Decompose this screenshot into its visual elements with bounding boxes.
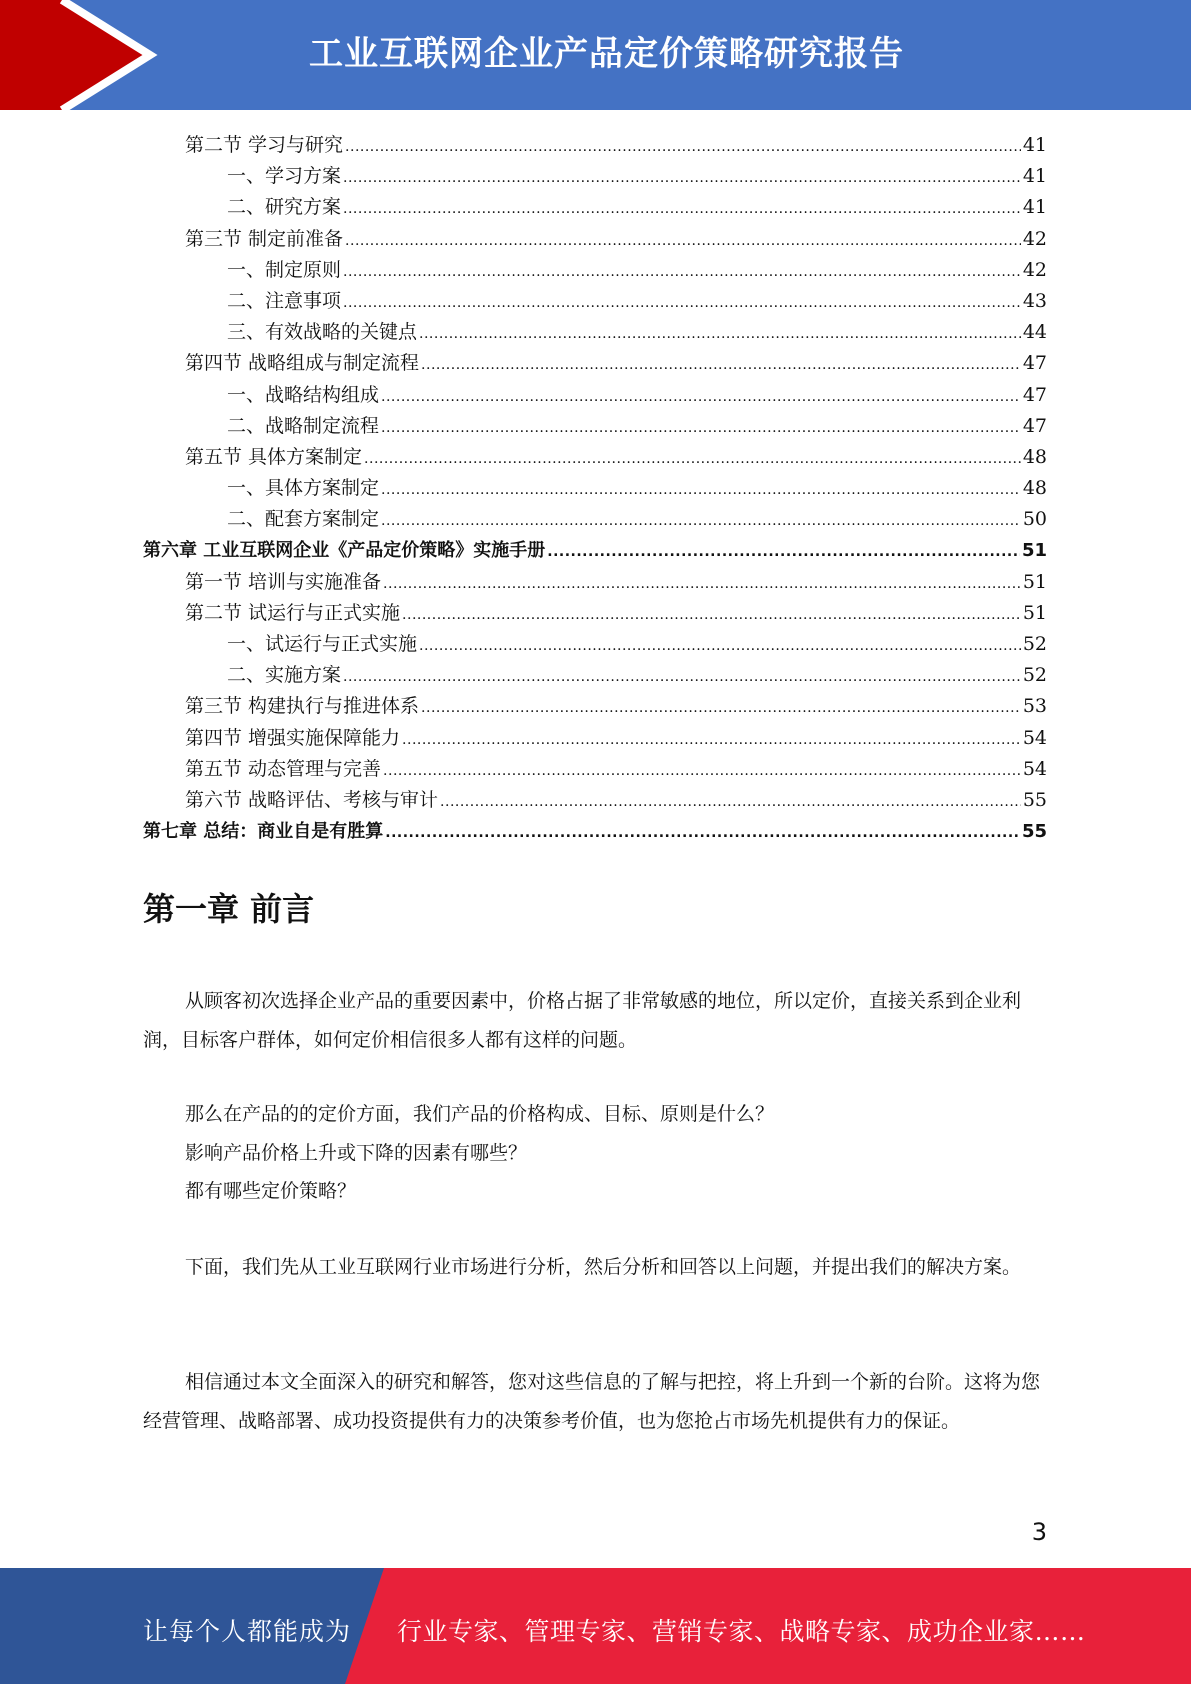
toc-leader-dots [343, 257, 1021, 288]
toc-chapter-entry[interactable] [143, 535, 1047, 566]
toc-entry-page: 47 [1022, 414, 1047, 437]
toc-entry-title: 三、有效战略的关键点 [227, 321, 418, 344]
footer-slogan-left: 让每个人都能成为 [143, 1617, 352, 1646]
toc-entry-title: 一、战略结构组成 [227, 383, 380, 406]
question-3: 都有哪些定价策略？ [185, 1180, 357, 1202]
toc-entry-page: 50 [1022, 508, 1047, 531]
toc-leader-dots [343, 163, 1021, 194]
toc-entry[interactable] [143, 130, 1047, 161]
toc-leader-dots [385, 818, 1020, 849]
toc-entry-title: 一、具体方案制定 [227, 477, 380, 500]
toc-entry[interactable] [143, 286, 1047, 317]
chapter-heading: 第一章 前言 [143, 890, 315, 928]
toc-entry-title: 二、注意事项 [227, 289, 342, 312]
toc-entry-page: 42 [1022, 227, 1047, 250]
table-of-contents [143, 130, 1047, 847]
toc-entry-title: 第六节 战略评估、考核与审计 [185, 788, 439, 811]
toc-leader-dots [383, 569, 1021, 600]
intro-paragraph-3: 相信通过本文全面深入的研究和解答，您对这些信息的了解与把控，将上升到一个新的台阶。这将为您经营管理、战略部署、成功投资提供有力的决策参考价值，也为您抢占市场先机提供有力的保证。 [143, 1371, 1041, 1432]
toc-chapter-entry[interactable] [143, 816, 1047, 847]
toc-entry-title: 第四节 战略组成与制定流程 [185, 352, 420, 375]
toc-entry[interactable] [143, 629, 1047, 660]
toc-leader-dots [345, 226, 1021, 257]
toc-entry[interactable] [143, 567, 1047, 598]
toc-entry[interactable] [143, 504, 1047, 535]
toc-leader-dots [419, 631, 1021, 662]
toc-entry-title: 第一节 培训与实施准备 [185, 570, 382, 593]
toc-leader-dots [381, 382, 1021, 413]
toc-entry-title: 第五节 具体方案制定 [185, 445, 363, 468]
toc-entry[interactable] [143, 411, 1047, 442]
toc-entry-page: 43 [1022, 289, 1047, 312]
toc-leader-dots [345, 132, 1021, 163]
toc-entry-page: 52 [1022, 664, 1047, 687]
intro-paragraph-2: 下面，我们先从工业互联网行业市场进行分析，然后分析和回答以上问题，并提出我们的解决方案。 [185, 1256, 1022, 1278]
toc-entry[interactable] [143, 598, 1047, 629]
toc-entry[interactable] [143, 473, 1047, 504]
question-1: 那么在产品的的定价方面，我们产品的价格构成、目标、原则是什么？ [185, 1103, 775, 1125]
toc-leader-dots [381, 413, 1021, 444]
toc-entry-title: 第七章 总结：商业自是有胜算 [143, 821, 384, 843]
toc-entry[interactable] [143, 723, 1047, 754]
toc-entry-title: 第三节 构建执行与推进体系 [185, 695, 420, 718]
toc-entry-title: 二、配套方案制定 [227, 508, 380, 531]
toc-entry-title: 第五节 动态管理与完善 [185, 757, 382, 780]
toc-entry-page: 41 [1022, 196, 1047, 219]
toc-entry-page: 52 [1022, 633, 1047, 655]
footer-slogan-right: 行业专家、管理专家、营销专家、战略专家、成功企业家…… [397, 1617, 1086, 1646]
toc-entry[interactable] [143, 255, 1047, 286]
toc-entry-page: 47 [1022, 352, 1047, 375]
toc-leader-dots [343, 662, 1021, 693]
toc-leader-dots [402, 600, 1021, 631]
toc-entry[interactable] [143, 317, 1047, 348]
toc-entry[interactable] [143, 442, 1047, 473]
intro-paragraph-1: 从顾客初次选择企业产品的重要因素中，价格占据了非常敏感的地位，所以定价，直接关系到企业利润，目标客户群体，如何定价相信很多人都有这样的问题。 [143, 990, 1022, 1051]
toc-entry-title: 二、实施方案 [227, 664, 342, 687]
toc-entry-page: 53 [1022, 695, 1047, 718]
toc-entry-title: 二、研究方案 [227, 196, 342, 219]
toc-entry-page: 55 [1022, 788, 1047, 811]
toc-entry-page: 48 [1022, 477, 1047, 500]
toc-entry-page: 42 [1022, 258, 1047, 281]
page-footer [0, 1568, 1191, 1684]
toc-leader-dots [419, 319, 1021, 350]
toc-entry[interactable] [143, 348, 1047, 379]
toc-entry-title: 第二节 学习与研究 [185, 134, 344, 156]
toc-leader-dots [343, 194, 1021, 225]
toc-entry[interactable] [143, 224, 1047, 255]
toc-leader-dots [343, 288, 1021, 319]
toc-entry-title: 第六章 工业互联网企业《产品定价策略》实施手册 [143, 540, 546, 562]
toc-entry[interactable] [143, 691, 1047, 722]
toc-entry[interactable] [143, 785, 1047, 816]
toc-entry-title: 一、学习方案 [227, 165, 342, 188]
toc-entry-title: 第四节 增强实施保障能力 [185, 726, 401, 749]
toc-entry-page: 51 [1021, 540, 1047, 562]
toc-leader-dots [421, 350, 1021, 381]
toc-entry-title: 一、试运行与正式实施 [227, 633, 418, 655]
toc-leader-dots [381, 475, 1021, 506]
toc-leader-dots [381, 506, 1021, 537]
toc-leader-dots [402, 725, 1021, 756]
toc-entry[interactable] [143, 660, 1047, 691]
toc-entry[interactable] [143, 192, 1047, 223]
toc-entry-title: 二、战略制定流程 [227, 414, 380, 437]
toc-entry-page: 51 [1022, 601, 1047, 624]
toc-entry-title: 第二节 试运行与正式实施 [185, 601, 401, 624]
toc-entry-page: 55 [1021, 821, 1047, 843]
toc-entry-page: 41 [1022, 165, 1047, 188]
toc-leader-dots [421, 693, 1021, 724]
page-number: 3 [1031, 1518, 1047, 1546]
toc-entry-page: 54 [1022, 757, 1047, 780]
toc-entry-page: 48 [1022, 445, 1047, 468]
question-2: 影响产品价格上升或下降的因素有哪些？ [185, 1142, 528, 1164]
toc-entry[interactable] [143, 161, 1047, 192]
toc-entry-page: 44 [1022, 321, 1047, 344]
toc-entry[interactable] [143, 380, 1047, 411]
toc-entry-page: 41 [1022, 134, 1047, 156]
toc-leader-dots [364, 444, 1021, 475]
page-header [0, 0, 1191, 110]
toc-leader-dots [440, 787, 1021, 818]
toc-leader-dots [547, 537, 1020, 568]
toc-entry[interactable] [143, 754, 1047, 785]
report-title: 工业互联网企业产品定价策略研究报告 [309, 34, 904, 74]
toc-entry-title: 一、制定原则 [227, 258, 342, 281]
toc-entry-page: 54 [1022, 726, 1047, 749]
toc-leader-dots [383, 756, 1021, 787]
toc-entry-title: 第三节 制定前准备 [185, 227, 344, 250]
toc-entry-page: 47 [1022, 383, 1047, 406]
toc-entry-page: 51 [1022, 570, 1047, 593]
